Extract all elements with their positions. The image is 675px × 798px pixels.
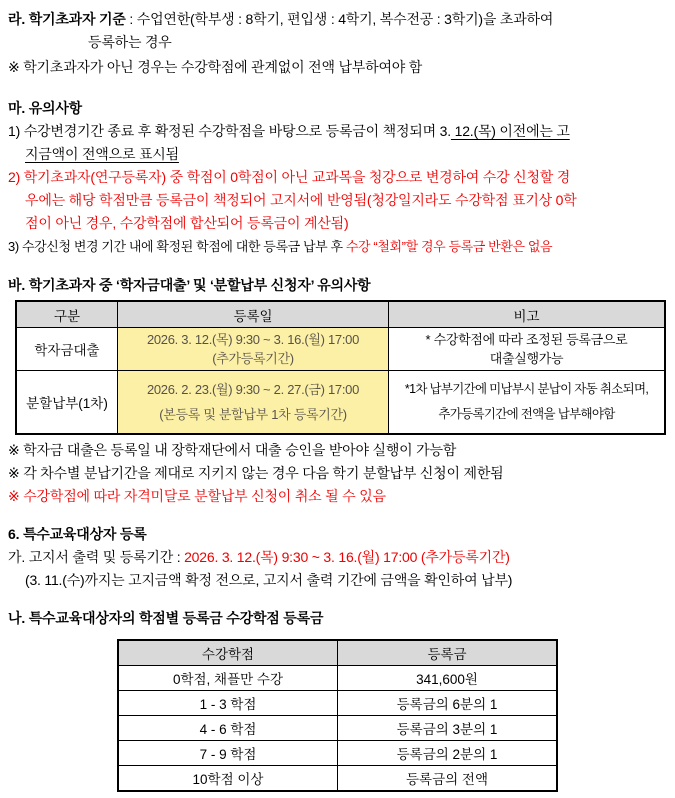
date-line1: 2026. 2. 23.(월) 9:30 ~ 2. 27.(금) 17:00 [146, 382, 360, 397]
remarks-line2: 대출실행가능 [489, 351, 564, 366]
tuition-cell: 등록금의 2분의 1 [338, 741, 558, 766]
table-row [118, 691, 557, 716]
ma-item2-line1: 2) 학기초과자(연구등록자) 중 학점이 0학점이 아닌 교과목을 청강으로 변경하여 수강 신청할 경 [8, 169, 571, 185]
remarks-cell [389, 371, 666, 435]
remarks-line1: *1차 납부기간에 미납부시 분납이 자동 취소되며, [404, 382, 649, 396]
table-header-row [16, 301, 665, 328]
credits-cell: 10학점 이상 [118, 766, 338, 792]
section-6-ga-line1 [8, 546, 672, 569]
ba-note1: ※ 학자금 대출은 등록일 내 장학재단에서 대출 승인을 받아야 실행이 가능함 [8, 442, 457, 458]
credits-cell: 7 - 9 학점 [118, 741, 338, 766]
section-na-heading: 나. 특수교육대상자의 학점별 등록금 수강학점 등록금 [8, 610, 324, 626]
header-tuition: 등록금 [338, 640, 558, 666]
loan-installment-table [15, 300, 666, 435]
ma-item3 [8, 235, 672, 258]
tuition-cell: 등록금의 6분의 1 [338, 691, 558, 716]
ga-period-red: 2026. 3. 12.(목) 9:30 ~ 3. 16.(월) 17:00 (추가등록기간) [184, 549, 510, 565]
ma-item2-line3: 점이 아닌 경우, 수강학점에 합산되어 등록금이 계산됨) [25, 215, 349, 231]
date-line1: 2026. 3. 12.(목) 9:30 ~ 3. 16.(월) 17:00 [146, 332, 360, 347]
date-line2: (본등록 및 분할납부 1차 등록기간) [159, 407, 347, 422]
credit-tuition-table [117, 639, 558, 792]
ma-item1-line2 [8, 143, 672, 166]
header-category: 구분 [16, 301, 118, 328]
table-header-row [118, 640, 557, 666]
tuition-cell: 등록금의 전액 [338, 766, 558, 792]
table-row [118, 716, 557, 741]
date-cell [118, 328, 389, 371]
header-registration-date: 등록일 [118, 301, 389, 328]
credits-cell: 0학점, 채플만 수강 [118, 666, 338, 691]
section-ra-note: ※ 학기초과자가 아닌 경우는 수강학점에 관계없이 전액 납부하여야 함 [8, 59, 423, 75]
section-ma-heading: 마. 유의사항 [8, 100, 82, 116]
section-ra-body1: : 수업연한(학부생 : 8학기, 편입생 : 4학기, 복수전공 : 3학기)을 초과하여 [125, 11, 554, 27]
credits-cell: 1 - 3 학점 [118, 691, 338, 716]
table-row-installment [16, 371, 665, 435]
remarks-cell [389, 328, 666, 371]
remarks-line2: 추가등록기간에 전액을 납부해야함 [438, 407, 615, 421]
date-line2: (추가등록기간) [212, 351, 294, 366]
table-row-student-loan [16, 328, 665, 371]
ma-item2-line2: 우에는 해당 학점만큼 등록금이 책정되어 고지서에 반영됨(청강일지라도 수강학점 표기상 0학 [25, 192, 577, 208]
category-cell: 학자금대출 [16, 328, 118, 371]
ba-note2: ※ 각 차수별 분납기간을 제대로 지키지 않는 경우 다음 학기 분할납부 신청이 제한됨 [8, 465, 504, 481]
ma-item3-prefix: 3) 수강신청 변경 기간 내에 확정된 학점에 대한 등록금 납부 후 [8, 239, 346, 254]
section-6-heading: 6. 특수교육대상자 등록 [8, 526, 147, 542]
credits-cell: 4 - 6 학점 [118, 716, 338, 741]
ma-item3-red: 수강 “철회”할 경우 등록금 반환은 없음 [345, 239, 553, 254]
tuition-cell: 341,600원 [338, 666, 558, 691]
table-row [118, 766, 557, 792]
section-6-ga-line2: (3. 11.(수)까지는 고지금액 확정 전으로, 고지서 출력 기간에 금액을 확인하여 납부) [25, 572, 513, 588]
section-ba-heading: 바. 학기초과자 중 ‘학자금대출’ 및 ‘분할납부 신청자’ 유의사항 [8, 277, 371, 293]
section-ra-heading: 라. 학기초과자 기준 [8, 11, 126, 27]
ma-item1-line1 [8, 120, 672, 143]
ma-item1-line2-underlined: 지금액이 전액으로 표시됨 [25, 146, 179, 162]
ga-prefix: 가. 고지서 출력 및 등록기간 : [8, 549, 185, 565]
ma-item1-underlined: 12.(목) 이전에는 고 [450, 123, 570, 139]
section-ra-line1 [8, 8, 672, 31]
ba-note3: ※ 수강학점에 따라 자격미달로 분할납부 신청이 취소 될 수 있음 [8, 488, 386, 504]
header-remarks: 비고 [389, 301, 666, 328]
table-row [118, 741, 557, 766]
category-cell: 분할납부(1차) [16, 371, 118, 435]
header-credits: 수강학점 [118, 640, 338, 666]
section-ra-body2: 등록하는 경우 [88, 34, 172, 50]
remarks-line1: * 수강학점에 따라 조정된 등록금으로 [425, 332, 628, 347]
date-cell [118, 371, 389, 435]
ma-item1-prefix: 1) 수강변경기간 종료 후 확정된 수강학점을 바탕으로 등록금이 책정되며 3. [8, 123, 451, 139]
table-row [118, 666, 557, 691]
tuition-cell: 등록금의 3분의 1 [338, 716, 558, 741]
